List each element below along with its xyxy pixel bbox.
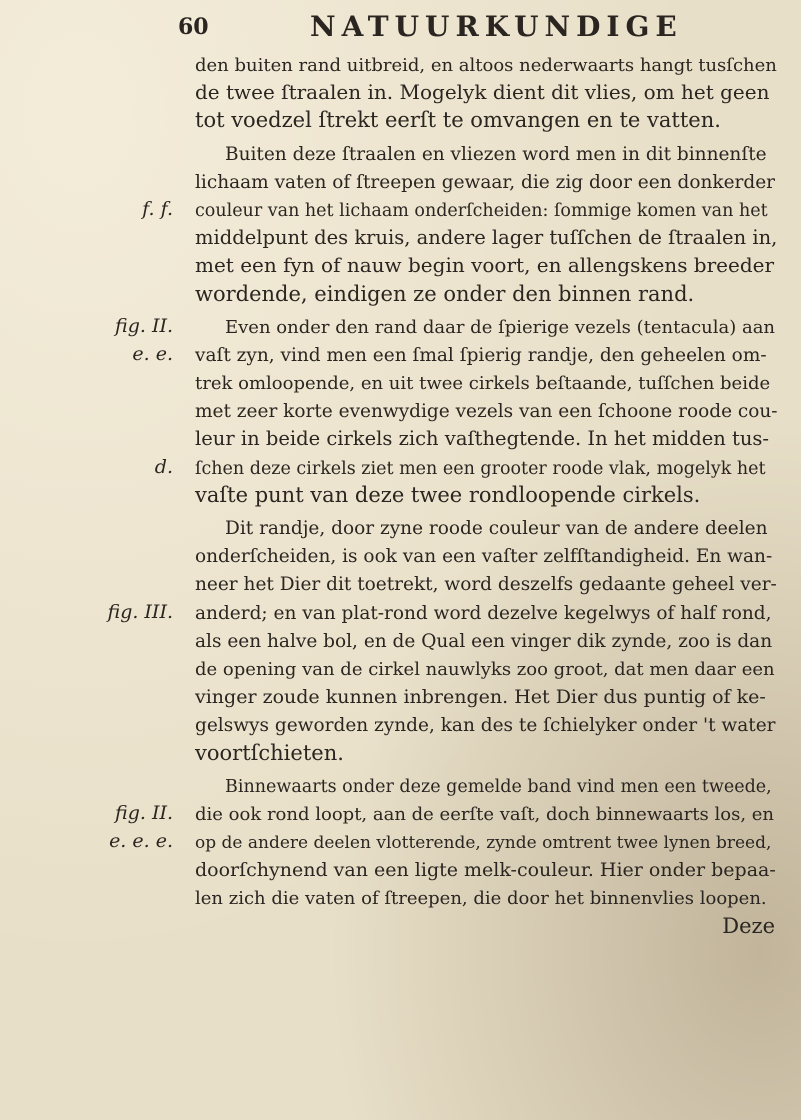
line-text: vaſt zyn, vind men een ſmal ſpierig randje, den geheelen om- — [195, 344, 767, 366]
line-text: vaſte punt van deze twee rondloopende cirkels. — [195, 482, 701, 507]
text-line — [154, 453, 785, 481]
text-line — [195, 167, 785, 195]
line-text: voortſchieten. — [195, 740, 344, 765]
text-line — [109, 827, 785, 855]
line-text: len zich die vaten of ſtreepen, die door het binnenvlies loopen. — [195, 888, 767, 910]
text-line — [195, 368, 785, 396]
text-line — [195, 682, 785, 710]
text-line — [195, 251, 785, 279]
line-text: middelpunt des kruis, andere lager tuſſchen de ſtraalen in, — [195, 226, 778, 250]
line-text: gelswys geworden zynde, kan des te ſchielyker onder 't water — [195, 715, 776, 737]
margin-note: e. e. — [132, 342, 173, 365]
line-text: onderſcheiden, is ook van een vaſter zelfſtandigheid. En wan- — [195, 546, 773, 568]
text-line — [195, 78, 785, 106]
text-line — [195, 569, 785, 597]
margin-note: fig. II. — [115, 314, 173, 337]
text-line — [195, 481, 785, 509]
line-text: Binnewaarts onder deze gemelde band vind men een tweede, — [225, 776, 772, 797]
line-text: Buiten deze ſtraalen en vliezen word men in dit binnenſte — [225, 143, 767, 165]
text-line — [195, 106, 785, 134]
line-text: tot voedzel ſtrekt eerſt te omvangen en te vatten. — [195, 108, 721, 133]
line-text: leur in beide cirkels zich vaſthegtende. In het midden tus- — [195, 427, 770, 451]
text-line — [195, 771, 785, 799]
catchword: Deze — [722, 913, 775, 938]
line-text: doorſchynend van een ligte melk-couleur. Hier onder bepaa- — [195, 859, 776, 882]
line-text: neer het Dier dit toetrekt, word deszelfs gedaante geheel ver- — [195, 574, 777, 596]
line-text: op de andere deelen vlotterende, zynde omtrent twee lynen breed, — [195, 833, 772, 854]
line-text: Even onder den rand daar de ſpierige vezels (tentacula) aan — [225, 316, 776, 338]
margin-note: fig. III. — [107, 600, 173, 623]
line-text: ſchen deze cirkels ziet men een grooter roode vlak, mogelyk het — [195, 458, 766, 479]
line-text: den buiten rand uitbreid, en altoos nederwaarts hangt tusſchen — [195, 55, 777, 76]
text-line — [195, 654, 785, 682]
text-line — [107, 598, 785, 626]
line-text: de opening van de cirkel nauwlyks zoo groot, dat men daar een — [195, 658, 775, 680]
line-text: die ook rond loopt, aan de eerſte vaſt, doch binnewaarts los, en — [195, 803, 775, 825]
text-line — [115, 799, 785, 827]
line-text: vinger zoude kunnen inbrengen. Het Dier dus puntig of ke- — [195, 686, 766, 709]
text-line — [195, 139, 785, 167]
text-line — [195, 883, 785, 911]
line-text: Dit randje, door zyne roode couleur van de andere deelen — [225, 518, 768, 539]
line-text: met zeer korte evenwydige vezels van een ſchoone roode cou- — [195, 401, 778, 423]
margin-note: e. e. e. — [109, 830, 173, 853]
text-line — [195, 626, 785, 654]
line-text: de twee ſtraalen in. Mogelyk dient dit vlies, om het geen — [195, 80, 770, 105]
margin-note: d. — [154, 455, 173, 478]
running-head: NATUURKUNDIGE — [310, 10, 683, 43]
text-line — [142, 195, 785, 223]
line-text: wordende, eindigen ze onder den binnen rand. — [195, 281, 695, 306]
text-line — [195, 280, 785, 308]
body-text — [107, 50, 785, 940]
text-line — [195, 855, 785, 883]
text-line — [132, 340, 785, 368]
text-line — [115, 312, 785, 340]
text-line — [195, 710, 785, 738]
text-line — [195, 513, 785, 541]
line-text: lichaam vaten of ſtreepen gewaar, die zig door een donkerder — [195, 171, 776, 193]
line-text: anderd; en van plat-rond word dezelve kegelwys of half rond, — [195, 602, 772, 624]
text-line — [195, 50, 785, 78]
line-text: couleur van het lichaam onderſcheiden: ſommige komen van het — [195, 200, 768, 221]
text-line — [195, 424, 785, 452]
text-line — [195, 541, 785, 569]
text-line — [195, 739, 785, 767]
line-text: als een halve bol, en de Qual een vinger dik zynde, zoo is dan — [195, 630, 773, 652]
page-header — [178, 8, 738, 48]
page-number: 60 — [178, 14, 209, 40]
text-line — [195, 396, 785, 424]
margin-note: f. f. — [142, 197, 173, 220]
text-line — [195, 912, 785, 940]
line-text: trek omloopende, en uit twee cirkels beſtaande, tuſſchen beide — [195, 373, 771, 395]
text-line — [195, 223, 785, 251]
margin-note: fig. II. — [115, 801, 173, 824]
line-text: met een fyn of nauw begin voort, en allengskens breeder — [195, 253, 775, 278]
